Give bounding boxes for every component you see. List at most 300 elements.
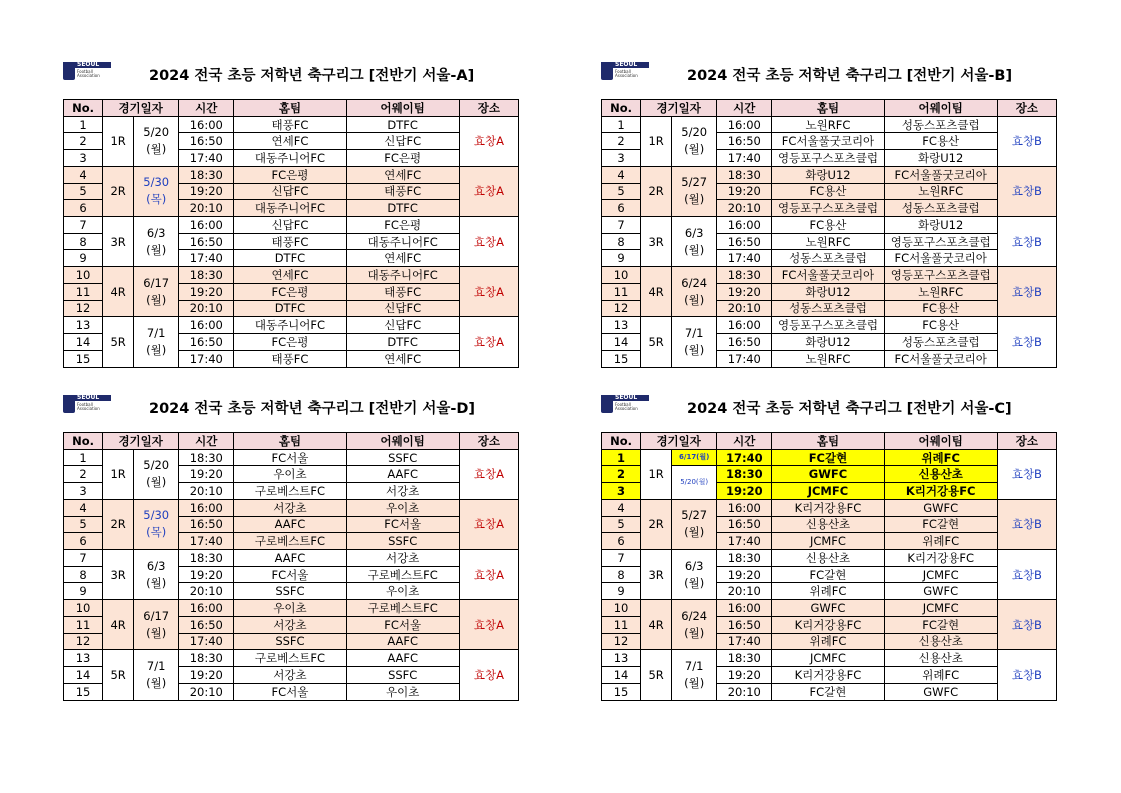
round-day: (월) (684, 342, 705, 357)
header-away: 어웨이팀 (346, 433, 459, 450)
round-date-cell (134, 600, 179, 650)
round-day: (월) (684, 625, 705, 640)
time-cell: 18:30 (179, 449, 234, 466)
header-time: 시간 (717, 433, 772, 450)
round-cell: 2R (641, 499, 672, 549)
away-team-cell: 대동주니어FC (346, 267, 459, 284)
venue-cell: 효창B (997, 600, 1056, 650)
away-team-cell: 신답FC (346, 133, 459, 150)
home-team-cell: FC갈현 (772, 449, 884, 466)
away-team-cell: 연세FC (346, 166, 459, 183)
time-cell: 17:40 (717, 250, 772, 267)
away-team-cell: 성동스포츠클럽 (884, 116, 997, 133)
time-cell: 19:20 (717, 566, 772, 583)
match-no-cell: 3 (64, 150, 103, 167)
match-no-cell: 12 (64, 300, 103, 317)
round-cell: 1R (103, 116, 134, 166)
time-cell: 20:10 (717, 200, 772, 217)
home-team-cell: 영등포구스포츠클럽 (772, 150, 884, 167)
match-no-cell: 15 (64, 350, 103, 367)
time-cell: 16:50 (179, 133, 234, 150)
home-team-cell: DTFC (234, 250, 346, 267)
time-cell: 16:00 (179, 600, 234, 617)
venue-cell: 효창A (459, 267, 518, 317)
away-team-cell: FC갈현 (884, 516, 997, 533)
match-no-cell: 8 (64, 566, 103, 583)
away-team-cell: FC은평 (346, 217, 459, 234)
home-team-cell: 영등포구스포츠클럽 (772, 317, 884, 334)
round-day: (월) (146, 342, 167, 357)
match-no-cell: 8 (602, 566, 641, 583)
match-no-cell: 14 (64, 667, 103, 684)
venue-cell: 효창B (997, 317, 1056, 367)
round-date: 7/1 (146, 658, 166, 673)
home-team-cell: 대동주니어FC (234, 150, 346, 167)
table-row (64, 600, 519, 617)
home-team-cell: JCMFC (772, 483, 884, 500)
away-team-cell: AAFC (346, 466, 459, 483)
time-cell: 20:10 (179, 483, 234, 500)
away-team-cell: AAFC (346, 650, 459, 667)
table-row (64, 267, 519, 284)
home-team-cell: FC서울 (234, 449, 346, 466)
home-team-cell: 서강초 (234, 616, 346, 633)
header-venue: 장소 (997, 100, 1056, 117)
header-date: 경기일자 (103, 100, 179, 117)
time-cell: 16:00 (179, 499, 234, 516)
round-cell: 2R (641, 166, 672, 216)
away-team-cell: DTFC (346, 200, 459, 217)
time-cell: 19:20 (717, 667, 772, 684)
league-a-block (63, 61, 519, 366)
table-row (64, 650, 519, 667)
round-date-cell (134, 317, 179, 367)
home-team-cell: FC갈현 (772, 566, 884, 583)
round-date: 6/24 (681, 608, 708, 623)
home-team-cell: FC은평 (234, 166, 346, 183)
time-cell: 18:30 (717, 466, 772, 483)
match-no-cell: 7 (64, 217, 103, 234)
round-cell: 3R (641, 550, 672, 600)
round-cell: 3R (103, 550, 134, 600)
round-date: 6/17 (143, 275, 170, 290)
away-team-cell: 태풍FC (346, 283, 459, 300)
match-no-cell: 10 (602, 600, 641, 617)
away-team-cell: GWFC (884, 683, 997, 700)
round-date-cell (672, 600, 717, 650)
time-cell: 16:00 (717, 317, 772, 334)
match-no-cell: 13 (64, 650, 103, 667)
away-team-cell: SSFC (346, 449, 459, 466)
away-team-cell: 신답FC (346, 317, 459, 334)
round-date: 5/27 (681, 175, 708, 190)
round-date: 5/30 (143, 175, 170, 190)
seoul-fa-logo: SEOUL Football Association (601, 62, 649, 82)
home-team-cell: GWFC (772, 600, 884, 617)
round-day: (월) (146, 142, 167, 157)
home-team-cell: FC용산 (772, 217, 884, 234)
away-team-cell: FC서울풀굿코리아 (884, 250, 997, 267)
round-day: (월) (684, 142, 705, 157)
home-team-cell: AAFC (234, 516, 346, 533)
match-no-cell: 14 (602, 667, 641, 684)
table-row (64, 499, 519, 516)
round-date-cell (672, 267, 717, 317)
home-team-cell: 태풍FC (234, 116, 346, 133)
away-team-cell: 영등포구스포츠클럽 (884, 267, 997, 284)
league-b-schedule-table (601, 99, 1057, 368)
home-team-cell: FC은평 (234, 283, 346, 300)
home-team-cell: AAFC (234, 550, 346, 567)
time-cell: 16:50 (717, 616, 772, 633)
header-away: 어웨이팀 (346, 100, 459, 117)
match-no-cell: 5 (602, 516, 641, 533)
round-day: (월) (684, 292, 705, 307)
round-date-cell: 6/17(월) (672, 449, 717, 466)
venue-cell: 효창A (459, 217, 518, 267)
away-team-cell: SSFC (346, 533, 459, 550)
away-team-cell: 태풍FC (346, 183, 459, 200)
away-team-cell: FC서울 (346, 516, 459, 533)
time-cell: 20:10 (717, 683, 772, 700)
round-day: (월) (684, 575, 705, 590)
round-day: (월) (146, 675, 167, 690)
time-cell: 17:40 (179, 150, 234, 167)
time-cell: 18:30 (179, 650, 234, 667)
away-team-cell: FC서울풀굿코리아 (884, 350, 997, 367)
round-day: (월) (146, 292, 167, 307)
league-c-schedule-table (601, 432, 1057, 701)
round-date-cell (134, 116, 179, 166)
match-no-cell: 13 (602, 650, 641, 667)
home-team-cell: 구로베스트FC (234, 533, 346, 550)
round-day: (월) (684, 242, 705, 257)
round-day: (월) (146, 475, 167, 490)
match-no-cell: 3 (602, 150, 641, 167)
away-team-cell: 위례FC (884, 533, 997, 550)
time-cell: 19:20 (179, 566, 234, 583)
home-team-cell: 태풍FC (234, 350, 346, 367)
time-cell: 18:30 (179, 550, 234, 567)
home-team-cell: 위례FC (772, 583, 884, 600)
match-no-cell: 10 (602, 267, 641, 284)
home-team-cell: K리거강용FC (772, 616, 884, 633)
header-home: 홈팀 (772, 100, 884, 117)
header-venue: 장소 (459, 100, 518, 117)
away-team-cell: 구로베스트FC (346, 600, 459, 617)
match-no-cell: 13 (602, 317, 641, 334)
match-no-cell: 6 (602, 200, 641, 217)
time-cell: 16:00 (717, 217, 772, 234)
home-team-cell: 태풍FC (234, 233, 346, 250)
round-date-cell (134, 267, 179, 317)
away-team-cell: 위례FC (884, 667, 997, 684)
away-team-cell: 신답FC (346, 300, 459, 317)
header-time: 시간 (179, 100, 234, 117)
table-row (64, 166, 519, 183)
round-date-cell (672, 317, 717, 367)
away-team-cell: FC용산 (884, 133, 997, 150)
match-no-cell: 1 (602, 116, 641, 133)
match-no-cell: 5 (64, 183, 103, 200)
away-team-cell: GWFC (884, 583, 997, 600)
round-date: 5/30 (143, 508, 170, 523)
round-cell: 3R (641, 217, 672, 267)
venue-cell: 효창B (997, 267, 1056, 317)
round-date-cell (134, 449, 179, 499)
match-no-cell: 7 (602, 217, 641, 234)
header-time: 시간 (717, 100, 772, 117)
home-team-cell: 서강초 (234, 667, 346, 684)
time-cell: 17:40 (717, 150, 772, 167)
time-cell: 17:40 (179, 250, 234, 267)
home-team-cell: 화랑U12 (772, 334, 884, 351)
venue-cell: 효창B (997, 217, 1056, 267)
league-b-title: 2024 전국 초등 저학년 축구리그 [전반기 서울-B] (687, 68, 1013, 84)
away-team-cell: FC서울 (346, 616, 459, 633)
table-row (602, 267, 1057, 284)
header-no: No. (602, 433, 641, 450)
table-row (602, 166, 1057, 183)
home-team-cell: 연세FC (234, 267, 346, 284)
time-cell: 18:30 (717, 550, 772, 567)
table-row (64, 317, 519, 334)
match-no-cell: 1 (64, 116, 103, 133)
away-team-cell: 신용산초 (884, 633, 997, 650)
home-team-cell: K리거강용FC (772, 667, 884, 684)
away-team-cell: 우이초 (346, 683, 459, 700)
match-no-cell: 11 (64, 283, 103, 300)
match-no-cell: 2 (602, 133, 641, 150)
match-no-cell: 6 (64, 200, 103, 217)
round-cell: 1R (641, 116, 672, 166)
match-no-cell: 2 (64, 133, 103, 150)
home-team-cell: 신용산초 (772, 550, 884, 567)
home-team-cell: 위례FC (772, 633, 884, 650)
home-team-cell: JCMFC (772, 533, 884, 550)
venue-cell: 효창A (459, 166, 518, 216)
venue-cell: 효창A (459, 116, 518, 166)
round-date: 6/3 (684, 558, 704, 573)
header-home: 홈팀 (772, 433, 884, 450)
round-date: 7/1 (684, 658, 704, 673)
round-date-cell (134, 166, 179, 216)
round-cell: 5R (641, 650, 672, 700)
time-cell: 16:50 (717, 516, 772, 533)
home-team-cell: 연세FC (234, 133, 346, 150)
away-team-cell: 서강초 (346, 550, 459, 567)
league-d-title: 2024 전국 초등 저학년 축구리그 [전반기 서울-D] (149, 401, 476, 417)
away-team-cell: 연세FC (346, 250, 459, 267)
round-day: (월) (684, 525, 705, 540)
home-team-cell: FC은평 (234, 334, 346, 351)
round-cell: 2R (103, 166, 134, 216)
match-no-cell: 4 (64, 166, 103, 183)
away-team-cell: DTFC (346, 116, 459, 133)
time-cell: 17:40 (717, 633, 772, 650)
away-team-cell: 위례FC (884, 449, 997, 466)
away-team-cell: FC용산 (884, 317, 997, 334)
time-cell: 16:50 (179, 516, 234, 533)
table-row (602, 650, 1057, 667)
venue-cell: 효창A (459, 449, 518, 499)
time-cell: 16:00 (717, 600, 772, 617)
match-no-cell: 9 (64, 583, 103, 600)
away-team-cell: FC갈현 (884, 616, 997, 633)
table-row (602, 217, 1057, 234)
away-team-cell: FC은평 (346, 150, 459, 167)
seoul-fa-logo: SEOUL Football Association (63, 395, 111, 415)
header-no: No. (602, 100, 641, 117)
round-date-cell (672, 116, 717, 166)
match-no-cell: 3 (602, 483, 641, 500)
time-cell: 18:30 (717, 166, 772, 183)
header-away: 어웨이팀 (884, 100, 997, 117)
match-no-cell: 5 (64, 516, 103, 533)
round-cell: 4R (641, 600, 672, 650)
seoul-fa-logo: SEOUL Football Association (63, 62, 111, 82)
round-date-cell (672, 166, 717, 216)
away-team-cell: 대동주니어FC (346, 233, 459, 250)
round-day: (목) (146, 525, 167, 540)
time-cell: 18:30 (179, 267, 234, 284)
league-c-block (601, 394, 1057, 699)
match-no-cell: 9 (602, 250, 641, 267)
round-day: (월) (146, 625, 167, 640)
home-team-cell: GWFC (772, 466, 884, 483)
header-home: 홈팀 (234, 100, 346, 117)
match-no-cell: 8 (64, 233, 103, 250)
away-team-cell: JCMFC (884, 600, 997, 617)
home-team-cell: 서강초 (234, 499, 346, 516)
venue-cell: 효창A (459, 317, 518, 367)
match-no-cell: 6 (64, 533, 103, 550)
home-team-cell: FC갈현 (772, 683, 884, 700)
home-team-cell: 성동스포츠클럽 (772, 250, 884, 267)
home-team-cell: 영등포구스포츠클럽 (772, 200, 884, 217)
match-no-cell: 10 (64, 600, 103, 617)
round-date: 6/3 (146, 225, 166, 240)
time-cell: 19:20 (179, 466, 234, 483)
table-row (64, 550, 519, 567)
home-team-cell: DTFC (234, 300, 346, 317)
table-row (602, 449, 1057, 466)
away-team-cell: 성동스포츠클럽 (884, 334, 997, 351)
round-date-cell: 5/20(월) (672, 466, 717, 499)
league-a-schedule-table (63, 99, 519, 368)
match-no-cell: 9 (602, 583, 641, 600)
league-a-title: 2024 전국 초등 저학년 축구리그 [전반기 서울-A] (149, 68, 475, 84)
home-team-cell: FC서울 (234, 566, 346, 583)
home-team-cell: K리거강용FC (772, 499, 884, 516)
away-team-cell: 노원RFC (884, 183, 997, 200)
away-team-cell: FC서울풀굿코리아 (884, 166, 997, 183)
match-no-cell: 4 (64, 499, 103, 516)
away-team-cell: 우이초 (346, 499, 459, 516)
round-cell: 1R (641, 449, 672, 499)
time-cell: 19:20 (179, 183, 234, 200)
time-cell: 19:20 (179, 283, 234, 300)
table-row (64, 449, 519, 466)
match-no-cell: 14 (64, 334, 103, 351)
match-no-cell: 10 (64, 267, 103, 284)
match-no-cell: 11 (64, 616, 103, 633)
time-cell: 20:10 (179, 300, 234, 317)
away-team-cell: 구로베스트FC (346, 566, 459, 583)
round-cell: 4R (103, 600, 134, 650)
time-cell: 20:10 (179, 200, 234, 217)
time-cell: 17:40 (179, 350, 234, 367)
venue-cell: 효창A (459, 650, 518, 700)
match-no-cell: 15 (64, 683, 103, 700)
round-date: 5/20 (681, 125, 708, 140)
round-date-cell (672, 550, 717, 600)
match-no-cell: 6 (602, 533, 641, 550)
table-row (602, 600, 1057, 617)
home-team-cell: FC서울풀굿코리아 (772, 267, 884, 284)
home-team-cell: SSFC (234, 633, 346, 650)
time-cell: 20:10 (717, 583, 772, 600)
away-team-cell: K리거강용FC (884, 483, 997, 500)
away-team-cell: 신용산초 (884, 466, 997, 483)
time-cell: 18:30 (179, 166, 234, 183)
match-no-cell: 13 (64, 317, 103, 334)
home-team-cell: 대동주니어FC (234, 317, 346, 334)
time-cell: 17:40 (179, 533, 234, 550)
round-date-cell (134, 499, 179, 549)
venue-cell: 효창A (459, 499, 518, 549)
round-date: 7/1 (684, 325, 704, 340)
time-cell: 16:50 (717, 233, 772, 250)
round-date-cell (134, 650, 179, 700)
match-no-cell: 4 (602, 166, 641, 183)
time-cell: 17:40 (717, 449, 772, 466)
time-cell: 16:50 (717, 334, 772, 351)
round-day: (월) (684, 192, 705, 207)
time-cell: 20:10 (717, 300, 772, 317)
venue-cell: 효창B (997, 650, 1056, 700)
venue-cell: 효창B (997, 449, 1056, 499)
header-row (64, 433, 519, 450)
away-team-cell: 연세FC (346, 350, 459, 367)
league-c-title: 2024 전국 초등 저학년 축구리그 [전반기 서울-C] (687, 401, 1012, 417)
away-team-cell: 화랑U12 (884, 217, 997, 234)
home-team-cell: SSFC (234, 583, 346, 600)
match-no-cell: 11 (602, 616, 641, 633)
league-b-block (601, 61, 1057, 366)
match-no-cell: 1 (64, 449, 103, 466)
away-team-cell: 서강초 (346, 483, 459, 500)
round-date: 7/1 (146, 325, 166, 340)
time-cell: 16:50 (179, 334, 234, 351)
round-date-cell (134, 550, 179, 600)
round-cell: 5R (103, 650, 134, 700)
round-cell: 4R (103, 267, 134, 317)
time-cell: 16:00 (179, 317, 234, 334)
venue-cell: 효창A (459, 550, 518, 600)
round-date: 6/24 (681, 275, 708, 290)
round-date: 5/20 (143, 125, 170, 140)
table-row (602, 317, 1057, 334)
round-date-cell (672, 217, 717, 267)
home-team-cell: FC서울풀굿코리아 (772, 133, 884, 150)
match-no-cell: 12 (602, 300, 641, 317)
match-no-cell: 11 (602, 283, 641, 300)
time-cell: 16:00 (179, 116, 234, 133)
venue-cell: 효창B (997, 166, 1056, 216)
round-day: (목) (146, 192, 167, 207)
match-no-cell: 3 (64, 483, 103, 500)
